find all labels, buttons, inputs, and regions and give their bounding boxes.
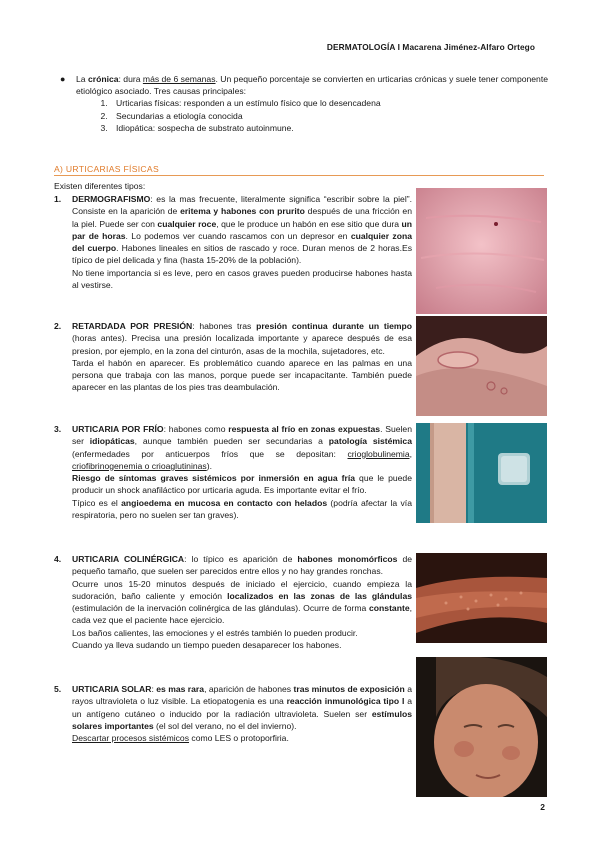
item-paragraph: URTICARIA SOLAR: es mas rara, aparición de habones tras minutos de exposición a rayos ultravioleta o luz visible. La etiopatogenia es una reacción inmunológica tipo I a un antígeno cutáneo o inducido por la radiación ultravioleta. Suelen ser estímulos solares importantes (el sol del verano, no el del invierno). bbox=[72, 684, 412, 731]
item-paragraph: Los baños calientes, las emociones y el estrés también lo pueden producir. bbox=[72, 627, 358, 638]
item-number: 3. bbox=[54, 424, 62, 434]
item-paragraph: URTICARIA COLINÉRGICA: lo típico es aparición de habones monomórficos de pequeño tamaño, que suelen ser parecidos entre ellos y no hay grandes ronchas. bbox=[72, 554, 413, 577]
item-paragraph: Ocurre unos 15-20 minutos después de iniciado el ejercicio, cuando empieza la sudoración, baño caliente y emoción localizados en las zonas de las glándulas (estimulación de la inervación colinérgica de las glándulas). Ocurre de forma constante, cada vez que el paciente hace ejercicio. bbox=[72, 578, 412, 626]
section-title: A) URTICARIAS FÍSICAS bbox=[54, 164, 159, 174]
list-item-colinergica bbox=[54, 553, 412, 651]
item-paragraph: DERMOGRAFISMO: es la mas frecuente, literalmente significa “escribir sobre la piel”. Consiste en la aparición de eritema y habones con prurito después de una fricción en la piel. Puede ser con cualquier roce, que le produce un habón en ese sitio que dura un par de horas. Lo podemos ver cuando rascamos con un depresor en cualquier zona del cuerpo. Habones lineales en sitios de rascado y roce. Duran menos de 2 horas.Es típico de piel delicada y fina (hasta 15-20% de la población). bbox=[72, 194, 412, 266]
item-paragraph: Tarda el habón en aparecer. Es problemático cuando aparece en las palmas en una persona que trabaja con las manos, porque puede ser incapacitante. También puede aparecer en las plantas de los pies tras deambulación. bbox=[72, 357, 412, 393]
presion-photo bbox=[416, 316, 547, 416]
list-item-frio bbox=[54, 423, 412, 521]
list-item: 1. Urticarias físicas: responden a un estímulo físico que lo desencadena bbox=[110, 97, 550, 109]
item-number: 2. bbox=[54, 321, 62, 331]
bullet-icon: ● bbox=[60, 74, 66, 84]
item-paragraph: No tiene importancia si es leve, pero en casos graves pueden producirse habones hasta al vestirse. bbox=[72, 267, 412, 291]
item-number: 4. bbox=[54, 554, 62, 564]
solar-photo bbox=[416, 657, 547, 797]
list-item: 3. Idiopática: sospecha de substrato autoinmune. bbox=[110, 122, 550, 134]
intro-block bbox=[60, 73, 550, 134]
item-number: 5. bbox=[54, 684, 62, 694]
list-item-solar bbox=[54, 683, 412, 744]
intro-paragraph: La crónica: dura más de 6 semanas. Un pequeño porcentaje se convierten en urticarias crónicas y suele tener componente etiológico asociado. Tres causas principales: bbox=[76, 74, 549, 97]
item-number: 1. bbox=[54, 194, 62, 204]
page-header: DERMATOLOGÍA I Macarena Jiménez-Alfaro Ortego bbox=[326, 42, 535, 52]
section-divider bbox=[54, 175, 544, 176]
item-paragraph: Riesgo de síntomas graves sistémicos por inmersión en agua fría que le puede producir un shock anafiláctico por urticaria aguda. Es importante evitar el frío. bbox=[72, 473, 412, 496]
item-paragraph: Típico es el angioedema en mucosa en contacto con helados (podría afectar la vía respiratoria, pero no suelen ser tan graves). bbox=[72, 497, 412, 521]
colinergica-photo bbox=[416, 553, 547, 643]
frio-photo bbox=[416, 423, 547, 523]
section-subtitle: Existen diferentes tipos: bbox=[54, 181, 146, 191]
page-number: 2 bbox=[540, 802, 545, 812]
item-paragraph: RETARDADA POR PRESIÓN: habones tras presión continua durante un tiempo (horas antes). Precisa una presión localizada importante y aparece después de esa presion, por ejemplo, en la zona del cinturón, asas de la mochila, sujetadores, etc. bbox=[72, 321, 412, 356]
dermografismo-photo bbox=[416, 188, 547, 314]
list-item-dermografismo bbox=[54, 193, 412, 291]
item-paragraph: Descartar procesos sistémicos como LES o protoporfiria. bbox=[72, 733, 289, 744]
list-item-retardada bbox=[54, 320, 412, 394]
item-paragraph: Cuando ya lleva sudando un tiempo pueden desaparecer los habones. bbox=[72, 640, 342, 651]
causes-list bbox=[76, 97, 550, 134]
list-item: 2. Secundarias a etiología conocida bbox=[110, 110, 550, 122]
item-paragraph: URTICARIA POR FRÍO: habones como respuesta al frío en zonas expuestas. Suelen ser idiopáticas, aunque también pueden ser secundarias a patología sistémica (enfermedades por anticuerpos fríos que se depositan: crioglobulinemia, criofibrinogenemia o crioaglutininas). bbox=[72, 424, 412, 471]
